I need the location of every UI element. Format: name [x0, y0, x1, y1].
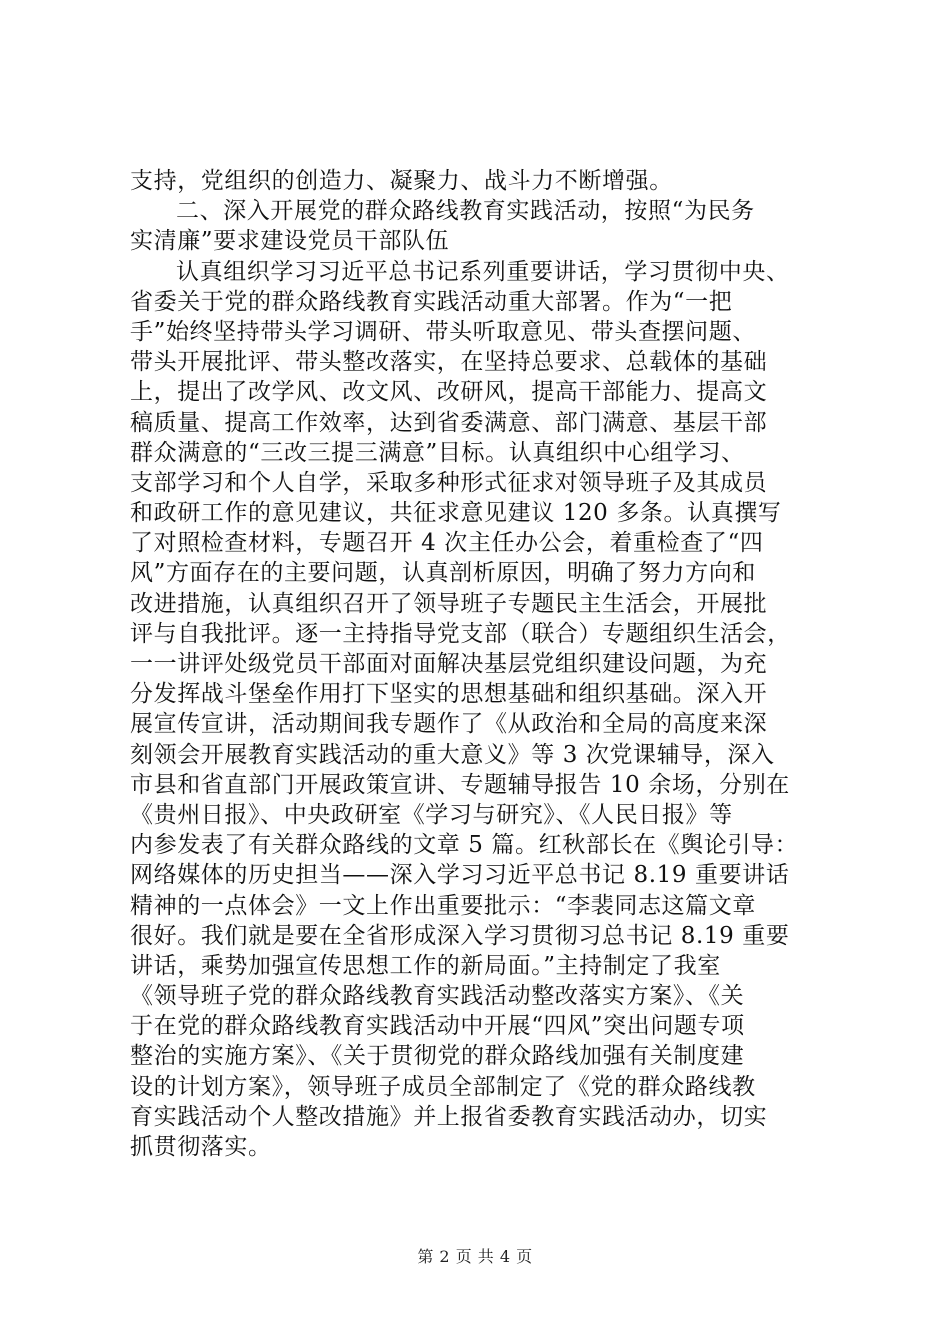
text-line: 省委关于党的群众路线教育实践活动重大部署。作为“一把 [130, 288, 733, 315]
text-line: 改进措施，认真组织召开了领导班子专题民主生活会，开展批 [130, 590, 768, 617]
page-footer [0, 1244, 950, 1267]
text-line: 认真组织学习习近平总书记系列重要讲话，学习贯彻中央、 [176, 258, 790, 285]
text-line: 和政研工作的意见建议，共征求意见建议 120 多条。认真撰写 [130, 500, 782, 527]
text-line: 群众满意的“三改三提三满意”目标。认真组织中心组学习、 [130, 439, 745, 466]
text-line: 支部学习和个人自学，采取多种形式征求对领导班子及其成员 [130, 469, 768, 496]
text-line: 讲话，乘势加强宣传思想工作的新局面。”主持制定了我室 [130, 952, 721, 979]
text-line: 《领导班子党的群众路线教育实践活动整改落实方案》、《关 [130, 983, 745, 1010]
text-line: 设的计划方案》，领导班子成员全部制定了《党的群众路线教 [130, 1073, 756, 1100]
text-line: 刻领会开展教育实践活动的重大意义》等 3 次党课辅导，深入 [130, 741, 775, 768]
text-line: 了对照检查材料，专题召开 4 次主任办公会，着重检查了“四 [130, 530, 764, 557]
text-line: 育实践活动个人整改措施》并上报省委教育实践活动办，切实 [130, 1103, 768, 1130]
text-line: 《贵州日报》、中央政研室《学习与研究》、《人民日报》等 [130, 801, 733, 828]
text-line: 手”始终坚持带头学习调研、带头听取意见、带头查摆问题、 [130, 318, 756, 345]
text-line: 整治的实施方案》、《关于贯彻党的群众路线加强有关制度建 [130, 1043, 745, 1070]
text-line: 网络媒体的历史担当——深入学习习近平总书记 8.19 重要讲话 [130, 862, 790, 889]
body-text [130, 166, 830, 1162]
page-number-label: 第 2 页 共 4 页 [417, 1247, 533, 1266]
text-line: 展宣传宣讲，活动期间我专题作了《从政治和全局的高度来深 [130, 711, 768, 738]
text-line: 抓贯彻落实。 [130, 1134, 272, 1160]
text-line: 稿质量、提高工作效率，达到省委满意、部门满意、基层干部 [130, 409, 768, 436]
text-line: 于在党的群众路线教育实践活动中开展“四风”突出问题专项 [130, 1013, 745, 1040]
text-line: 风”方面存在的主要问题，认真剖析原因，明确了努力方向和 [130, 560, 756, 587]
text-line: 上，提出了改学风、改文风、改研风，提高干部能力、提高文 [130, 379, 768, 406]
text-line: 带头开展批评、带头整改落实，在坚持总要求、总载体的基础 [130, 349, 768, 376]
text-line: 支持，党组织的创造力、凝聚力、战斗力不断增强。 [130, 168, 673, 194]
text-line: 市县和省直部门开展政策宣讲、专题辅导报告 10 余场，分别在 [130, 771, 790, 798]
text-line: 分发挥战斗堡垒作用打下坚实的思想基础和组织基础。深入开 [130, 681, 768, 708]
text-line: 内参发表了有关群众路线的文章 5 篇。红秋部长在《舆论引导： [130, 832, 799, 859]
text-line: 精神的一点体会》一文上作出重要批示：“李裴同志这篇文章 [130, 892, 756, 919]
section-heading-line: 实清廉”要求建设党员干部队伍 [130, 228, 450, 255]
text-line: 评与自我批评。逐一主持指导党支部（联合）专题组织生活会， [130, 620, 791, 647]
text-line: 一一讲评处级党员干部面对面解决基层党组织建设问题，为充 [130, 651, 768, 677]
section-heading-line: 二、深入开展党的群众路线教育实践活动，按照“为民务 [176, 198, 755, 225]
text-line: 很好。我们就是要在全省形成深入学习贯彻习总书记 8.19 重要 [130, 922, 790, 949]
